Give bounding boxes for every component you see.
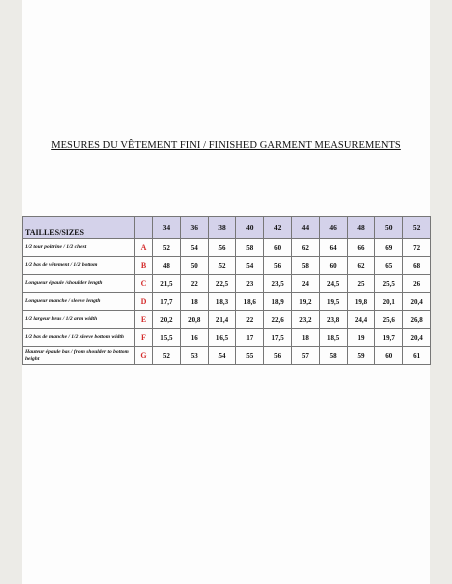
measurement-value: 24,5 <box>319 275 347 293</box>
measurement-value: 58 <box>291 257 319 275</box>
table-row <box>23 293 431 311</box>
measurement-value: 18,9 <box>264 293 292 311</box>
measurement-value: 22 <box>236 311 264 329</box>
measurement-value: 55 <box>236 347 264 365</box>
sizes-header-label: TAILLES/SIZES <box>23 217 135 239</box>
size-header-cell: 42 <box>264 217 292 239</box>
measurement-value: 19,5 <box>319 293 347 311</box>
measurement-value: 50 <box>180 257 208 275</box>
measurement-value: 25 <box>347 275 375 293</box>
measurement-value: 58 <box>236 239 264 257</box>
measurement-value: 20,2 <box>153 311 181 329</box>
table-row <box>23 239 431 257</box>
measurement-value: 18 <box>291 329 319 347</box>
measurement-value: 56 <box>208 239 236 257</box>
measurement-value: 20,1 <box>375 293 403 311</box>
measurement-value: 65 <box>375 257 403 275</box>
table-row <box>23 275 431 293</box>
measurement-code: F <box>135 329 153 347</box>
measurement-value: 60 <box>264 239 292 257</box>
measurement-label: 1/2 tour poitrine / 1/2 chest <box>23 239 135 257</box>
document-page <box>22 0 430 584</box>
measurement-value: 17,5 <box>264 329 292 347</box>
measurement-code: C <box>135 275 153 293</box>
measurement-code: E <box>135 311 153 329</box>
measurement-value: 59 <box>347 347 375 365</box>
size-header-cell: 48 <box>347 217 375 239</box>
measurement-value: 18 <box>180 293 208 311</box>
measurement-code: A <box>135 239 153 257</box>
measurement-value: 58 <box>319 347 347 365</box>
measurement-value: 60 <box>375 347 403 365</box>
measurement-value: 20,8 <box>180 311 208 329</box>
measurement-value: 52 <box>208 257 236 275</box>
measurement-value: 56 <box>264 257 292 275</box>
measurement-value: 57 <box>291 347 319 365</box>
measurement-value: 62 <box>291 239 319 257</box>
measurement-label: 1/2 bas de vêtement / 1/2 bottom <box>23 257 135 275</box>
measurement-value: 19,2 <box>291 293 319 311</box>
size-header-cell: 46 <box>319 217 347 239</box>
measurement-value: 68 <box>403 257 431 275</box>
size-header-row <box>23 217 431 239</box>
measurement-value: 23,2 <box>291 311 319 329</box>
measurement-label: Longueur manche / sleeve length <box>23 293 135 311</box>
measurement-label: Hauteur épaule bas / from shoulder to bottom height <box>23 347 135 365</box>
measurement-value: 17,7 <box>153 293 181 311</box>
measurement-value: 23,5 <box>264 275 292 293</box>
code-header-cell <box>135 217 153 239</box>
measurement-label: 1/2 bas de manche / 1/2 sleeve bottom width <box>23 329 135 347</box>
measurement-value: 17 <box>236 329 264 347</box>
measurement-value: 54 <box>236 257 264 275</box>
measurement-value: 19,8 <box>347 293 375 311</box>
size-header-cell: 40 <box>236 217 264 239</box>
measurement-value: 20,4 <box>403 293 431 311</box>
measurement-value: 18,5 <box>319 329 347 347</box>
measurement-value: 26 <box>403 275 431 293</box>
measurement-value: 18,6 <box>236 293 264 311</box>
measurement-value: 18,3 <box>208 293 236 311</box>
measurement-value: 52 <box>153 347 181 365</box>
measurement-value: 25,5 <box>375 275 403 293</box>
measurement-code: G <box>135 347 153 365</box>
measurement-value: 69 <box>375 239 403 257</box>
measurement-value: 62 <box>347 257 375 275</box>
measurement-value: 52 <box>153 239 181 257</box>
measurement-value: 22,5 <box>208 275 236 293</box>
measurement-value: 16 <box>180 329 208 347</box>
measurement-label: Longueur épaule /shoulder length <box>23 275 135 293</box>
measurement-value: 16,5 <box>208 329 236 347</box>
measurement-value: 72 <box>403 239 431 257</box>
size-header-cell: 36 <box>180 217 208 239</box>
table-row <box>23 329 431 347</box>
measurement-value: 24,4 <box>347 311 375 329</box>
measurement-value: 15,5 <box>153 329 181 347</box>
measurement-value: 60 <box>319 257 347 275</box>
table-row <box>23 311 431 329</box>
measurement-code: B <box>135 257 153 275</box>
measurement-value: 22 <box>180 275 208 293</box>
measurement-value: 64 <box>319 239 347 257</box>
size-header-cell: 44 <box>291 217 319 239</box>
measurement-value: 54 <box>180 239 208 257</box>
size-header-cell: 34 <box>153 217 181 239</box>
page-title: MESURES DU VÊTEMENT FINI / FINISHED GARMENT MEASUREMENTS <box>51 140 401 151</box>
measurement-value: 24 <box>291 275 319 293</box>
measurement-value: 61 <box>403 347 431 365</box>
measurement-value: 19,7 <box>375 329 403 347</box>
size-header-cell: 52 <box>403 217 431 239</box>
measurement-value: 21,5 <box>153 275 181 293</box>
measurement-value: 19 <box>347 329 375 347</box>
measurement-value: 48 <box>153 257 181 275</box>
measurement-value: 66 <box>347 239 375 257</box>
measurements-table <box>22 216 431 365</box>
measurement-code: D <box>135 293 153 311</box>
measurement-value: 23,8 <box>319 311 347 329</box>
size-header-cell: 50 <box>375 217 403 239</box>
measurement-value: 23 <box>236 275 264 293</box>
size-header-cell: 38 <box>208 217 236 239</box>
table-row <box>23 347 431 365</box>
measurement-label: 1/2 largeur bras / 1/2 arm width <box>23 311 135 329</box>
measurement-value: 21,4 <box>208 311 236 329</box>
measurement-value: 54 <box>208 347 236 365</box>
measurement-value: 53 <box>180 347 208 365</box>
table-row <box>23 257 431 275</box>
measurement-value: 26,8 <box>403 311 431 329</box>
measurement-value: 22,6 <box>264 311 292 329</box>
measurement-value: 25,6 <box>375 311 403 329</box>
measurement-value: 56 <box>264 347 292 365</box>
measurement-value: 20,4 <box>403 329 431 347</box>
